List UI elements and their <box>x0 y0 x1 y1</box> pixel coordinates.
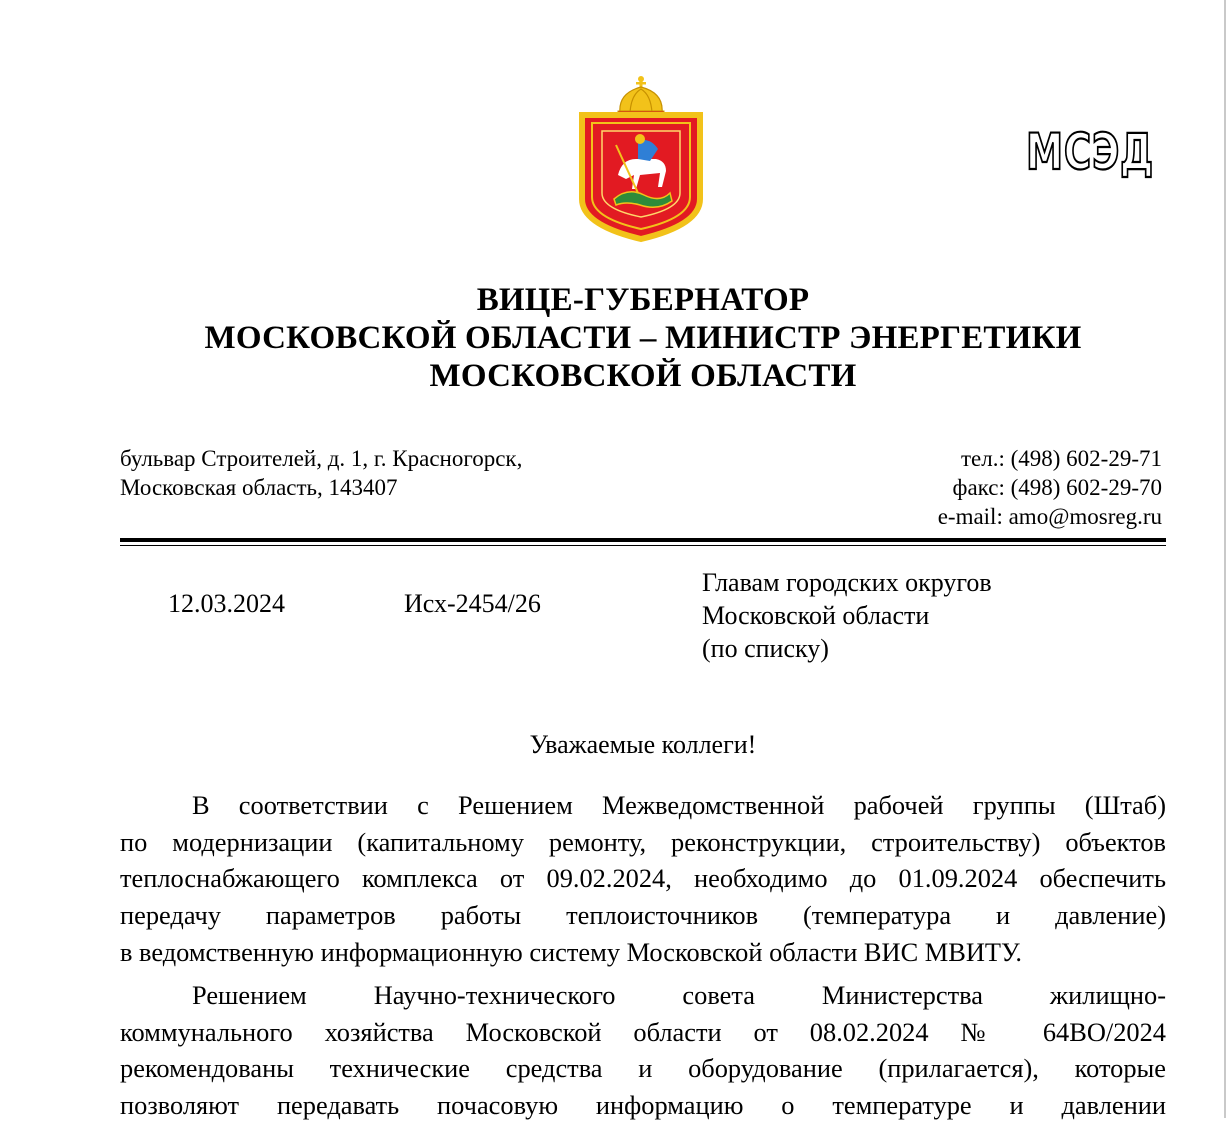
header-divider-thin <box>120 545 1166 546</box>
msed-stamp-text: МСЭД <box>1026 123 1154 181</box>
paragraph-1 <box>120 787 1166 970</box>
addressee-line: (по списку) <box>702 634 829 663</box>
header-divider-thick <box>120 538 1166 542</box>
heading-line-2: МОСКОВСКОЙ ОБЛАСТИ – МИНИСТР ЭНЕРГЕТИКИ <box>204 320 1082 356</box>
heading-line-3: МОСКОВСКОЙ ОБЛАСТИ <box>429 358 857 394</box>
coat-of-arms-emblem <box>578 75 704 241</box>
msed-stamp <box>1024 120 1156 181</box>
paragraph-line: по модернизации (капитальному ремонту, реконструкции, строительству) объектов <box>120 826 1166 857</box>
heading-line-1: ВИЦЕ-ГУБЕРНАТОР <box>476 282 810 318</box>
letter-date: 12.03.2024 <box>168 589 285 618</box>
paragraph-line: теплоснабжающего комплекса от 09.02.2024, необходимо до 01.09.2024 обеспечить <box>120 863 1166 894</box>
contact-info <box>938 444 1162 531</box>
fax-number: факс: (498) 602-29-70 <box>952 475 1162 500</box>
greeting: Уважаемые коллеги! <box>529 730 757 759</box>
paragraph-line: в ведомственную информационную систему Московской области ВИС МВИТУ. <box>120 936 1022 967</box>
phone-number: тел.: (498) 602-29-71 <box>960 446 1162 471</box>
outgoing-number: Исх-2454/26 <box>404 589 541 618</box>
paragraph-line: коммунального хозяйства Московской области от 08.02.2024 № 64ВО/2024 <box>120 1016 1166 1047</box>
crown-icon <box>618 76 664 117</box>
addressee-line: Московской области <box>702 601 930 630</box>
email-address: e-mail: amo@mosreg.ru <box>937 504 1162 529</box>
paragraph-line: позволяют передавать почасовую информацию о температуре и давлении <box>120 1090 1166 1121</box>
paragraph-line: В соответствии с Решением Межведомственной рабочей группы (Штаб) <box>192 790 1166 820</box>
paragraph-line: рекомендованы технические средства и оборудование (прилагается), которые <box>120 1053 1166 1084</box>
addressee-block <box>702 566 992 665</box>
postal-address <box>120 444 522 502</box>
paragraph-2 <box>120 977 1166 1124</box>
addressee-line: Главам городских округов <box>702 568 992 597</box>
paragraph-line: передачу параметров работы теплоисточников (температура и давление) <box>120 900 1166 931</box>
paragraph-line: Решением Научно-технического совета Министерства жилищно- <box>192 980 1166 1010</box>
address-line: Московская область, 143407 <box>120 475 398 500</box>
address-line: бульвар Строителей, д. 1, г. Красногорск, <box>120 446 523 471</box>
